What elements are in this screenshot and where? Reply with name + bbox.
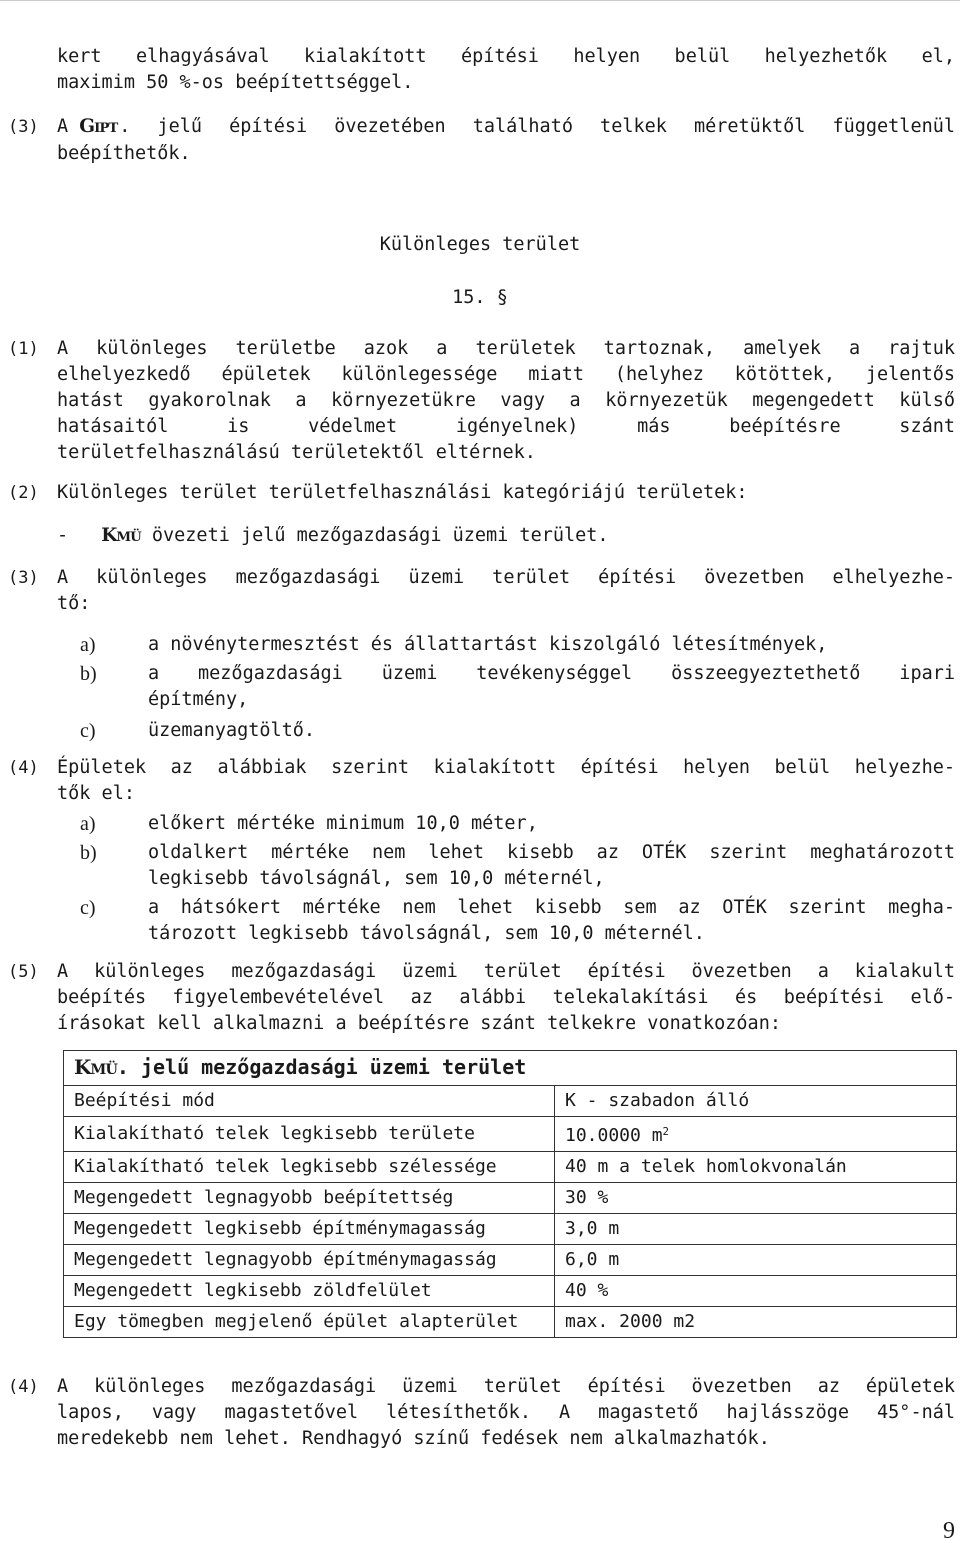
table-row — [64, 1307, 957, 1338]
intro-line-1: kert elhagyásával kialakított építési helyen belül helyezhetők el, — [57, 46, 955, 67]
p3-item-a: a növénytermesztést és állattartást kiszolgáló létesítmények, — [148, 634, 828, 655]
roofs-line: lapos, vagy magastetővel létesíthetők. A magastető hajlásszöge 45°-nál — [57, 1402, 955, 1423]
paragraph-3 — [57, 565, 955, 617]
p5-line: beépítés figyelembevételével az alábbi telekalakítási és beépítési elő- — [57, 987, 955, 1008]
p3-item-c: üzemanyagtöltő. — [148, 720, 316, 741]
paragraph-number: (1) — [8, 339, 39, 359]
page-number: 9 — [943, 1518, 955, 1544]
p3-line: tő: — [57, 593, 91, 614]
p5-line: írásokat kell alkalmazni a beépítésre szánt telkekre vonatkozóan: — [57, 1013, 781, 1034]
p4-item-c-line: a hátsókert mértéke nem lehet kisebb sem az OTÉK szerint megha- — [148, 897, 955, 918]
paragraph-number: (4) — [8, 1377, 39, 1397]
table-row — [64, 1276, 957, 1307]
p3-line: A különleges mezőgazdasági üzemi terület építési övezetben elhelyezhe- — [57, 567, 955, 588]
table-row — [64, 1086, 957, 1117]
row-label: Egy tömegben megjelenő épület alapterület — [64, 1307, 555, 1338]
p3-item-b-line: a mezőgazdasági üzemi tevékenységgel összeegyeztethető ipari — [148, 663, 955, 684]
dash-bullet: - — [57, 525, 69, 546]
section-title: Különleges terület — [379, 234, 581, 255]
p1-line: hatásaitól is védelmet igényelnek) más beépítésre szánt — [57, 416, 955, 437]
row-value: 40 m a telek homlokvonalán — [555, 1152, 957, 1183]
paragraph-number: (3) — [8, 568, 39, 588]
gipt-line-1-rest: . jelű építési övezetében található telkek méretüktől függetlenül — [119, 116, 955, 137]
p4-item-b-line: legkisebb távolságnál, sem 10,0 méternél, — [148, 868, 605, 889]
gipt-paragraph — [57, 114, 955, 167]
kmu-item-text: övezeti jelű mezőgazdasági üzemi terület. — [151, 525, 609, 546]
p1-line: A különleges területbe azok a területek tartoznak, amelyek a rajtuk — [57, 338, 955, 359]
item-label: c) — [80, 897, 96, 919]
row-value — [555, 1117, 957, 1152]
section-number: 15. § — [452, 287, 508, 308]
superscript: 2 — [662, 1125, 670, 1138]
paragraph-number: (2) — [8, 483, 39, 503]
row-label: Megengedett legnagyobb beépítettség — [64, 1183, 555, 1214]
table-row — [64, 1183, 957, 1214]
row-value: max. 2000 m2 — [555, 1307, 957, 1338]
gipt-line-2: beépíthetők. — [57, 143, 191, 164]
row-value: 3,0 m — [555, 1214, 957, 1245]
paragraph-roofs — [57, 1374, 955, 1452]
table-title: . jelű mezőgazdasági üzemi terület — [116, 1054, 527, 1079]
intro-paragraph — [57, 44, 955, 96]
p4-item-b-line: oldalkert mértéke nem lehet kisebb az OTÉK szerint meghatározott — [148, 842, 955, 863]
row-value: 40 % — [555, 1276, 957, 1307]
zone-code-kmu: KMÜ — [74, 1054, 117, 1079]
row-value: 30 % — [555, 1183, 957, 1214]
p1-line: elhelyezkedő épületek különlegessége miatt (helyhez kötöttek, jelentős — [57, 364, 955, 385]
p1-line: területfelhasználású területektől eltérnek. — [57, 442, 536, 463]
row-label: Megengedett legnagyobb építménymagasság — [64, 1245, 555, 1276]
row-label: Kialakítható telek legkisebb szélessége — [64, 1152, 555, 1183]
item-label: a) — [80, 634, 96, 656]
item-label: b) — [80, 663, 97, 685]
table-row — [64, 1152, 957, 1183]
paragraph-2: Különleges terület területfelhasználási kategóriájú területek: — [57, 482, 748, 503]
paragraph-4 — [57, 755, 955, 807]
roofs-line: meredekebb nem lehet. Rendhagyó színű fedések nem alkalmazhatók. — [57, 1428, 770, 1449]
row-label: Kialakítható telek legkisebb területe — [64, 1117, 555, 1152]
table-row — [64, 1245, 957, 1276]
gipt-line-1 — [57, 114, 955, 141]
zone-code-gipt: GIPT — [79, 116, 118, 137]
row-label: Beépítési mód — [64, 1086, 555, 1117]
item-label: c) — [80, 720, 96, 742]
p4-line: Épületek az alábbiak szerint kialakított építési helyen belül helyezhe- — [57, 757, 955, 778]
paragraph-1 — [57, 336, 955, 466]
p4-item-b — [148, 840, 955, 892]
item-label: a) — [80, 813, 96, 835]
table-row — [64, 1117, 957, 1152]
intro-line-2: maximim 50 %-os beépítettséggel. — [57, 72, 414, 93]
row-value-text: 10.0000 m — [565, 1125, 663, 1146]
roofs-line: A különleges mezőgazdasági üzemi terület építési övezetben az épületek — [57, 1376, 955, 1397]
paragraph-number: (3) — [8, 117, 39, 137]
kmu-list-item — [57, 523, 955, 550]
p5-line: A különleges mezőgazdasági üzemi terület építési övezetben a kialakult — [57, 961, 955, 982]
p4-line: tők el: — [57, 783, 135, 804]
p3-item-b — [148, 661, 955, 713]
paragraph-number: (5) — [8, 962, 39, 982]
zoning-rules-table — [63, 1050, 957, 1338]
paragraph-number: (4) — [8, 758, 39, 778]
p1-line: hatást gyakorolnak a környezetükre vagy a környezetük megengedett külső — [57, 390, 955, 411]
p4-item-a: előkert mértéke minimum 10,0 méter, — [148, 813, 538, 834]
table-header-row — [64, 1051, 957, 1086]
zone-code-kmu: KMÜ — [101, 525, 141, 546]
p4-item-c — [148, 895, 955, 947]
top-border-line — [0, 0, 960, 1]
p4-item-c-line: tározott legkisebb távolságnál, sem 10,0 méternél. — [148, 923, 705, 944]
row-value: 6,0 m — [555, 1245, 957, 1276]
paragraph-5 — [57, 959, 955, 1037]
item-label: b) — [80, 842, 97, 864]
table-header-cell — [64, 1051, 957, 1086]
p3-item-b-line: építmény, — [148, 689, 249, 710]
gipt-prefix: A — [57, 116, 80, 137]
row-label: Megengedett legkisebb zöldfelület — [64, 1276, 555, 1307]
table-row — [64, 1214, 957, 1245]
row-value: K - szabadon álló — [555, 1086, 957, 1117]
row-label: Megengedett legkisebb építménymagasság — [64, 1214, 555, 1245]
